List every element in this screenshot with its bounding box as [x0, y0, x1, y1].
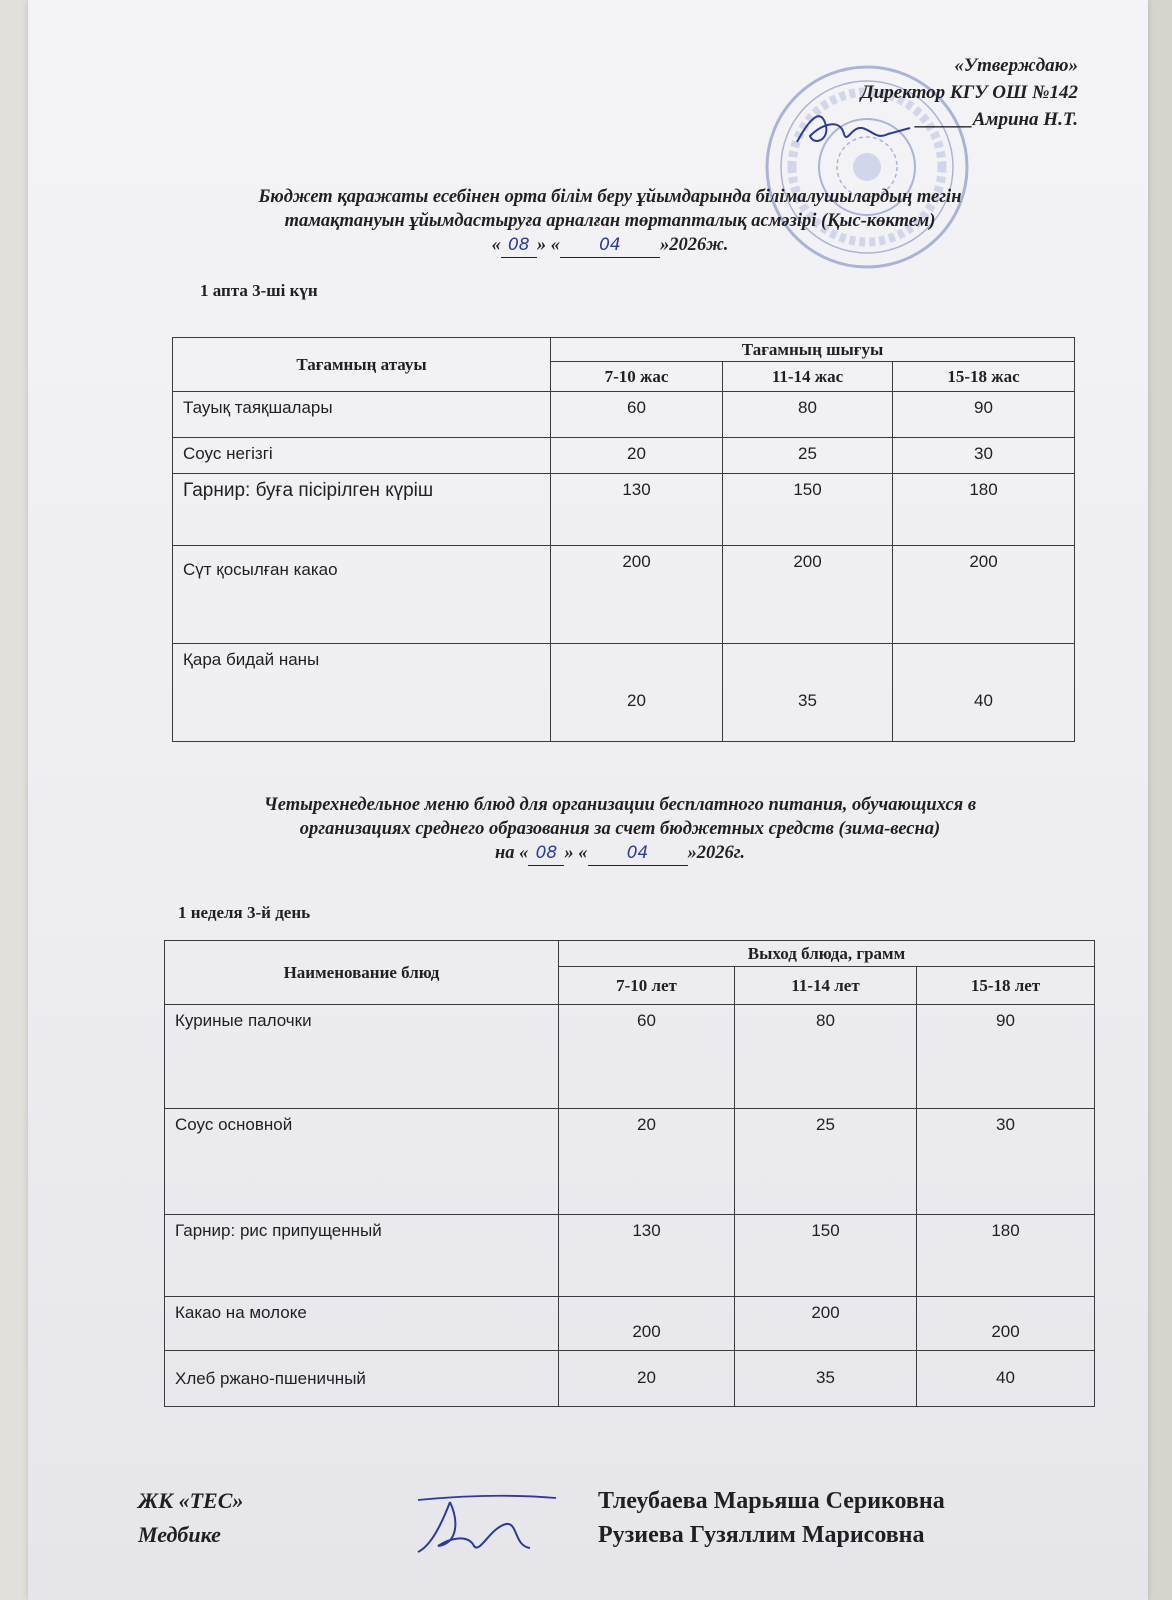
kz-header-age-15-18: 15-18 жас	[893, 362, 1075, 392]
dish-name: Какао на молоке	[165, 1297, 559, 1351]
yield-value: 40	[893, 644, 1075, 742]
kz-header-age-11-14: 11-14 жас	[723, 362, 893, 392]
dish-name: Тауық таяқшалары	[173, 392, 551, 438]
dish-name: Хлеб ржано-пшеничный	[165, 1351, 559, 1407]
kz-date-line: « 08 » « 04 »2026ж.	[150, 233, 1070, 258]
kz-header-name: Тағамның атауы	[173, 338, 551, 392]
footer-person1: Тлеубаева Марьяша Сериковна	[598, 1488, 945, 1514]
yield-value: 20	[559, 1351, 735, 1407]
yield-value: 90	[917, 1005, 1095, 1109]
approval-director-name: ______Амрина Н.Т.	[915, 109, 1078, 130]
yield-value: 80	[723, 392, 893, 438]
table-row	[173, 438, 1075, 474]
dish-name: Куриные палочки	[165, 1005, 559, 1109]
table-row	[173, 644, 1075, 742]
kz-header-age-7-10: 7-10 жас	[551, 362, 723, 392]
table-row	[173, 392, 1075, 438]
yield-value: 200	[893, 546, 1075, 644]
ru-date-day: 08	[528, 841, 564, 866]
kz-subtitle: 1 апта 3-ші күн	[200, 281, 318, 300]
kz-date-month: 04	[560, 233, 660, 258]
table-row	[165, 1005, 1095, 1109]
yield-value: 25	[735, 1109, 917, 1215]
yield-value: 20	[551, 438, 723, 474]
yield-value: 80	[735, 1005, 917, 1109]
yield-value: 180	[917, 1215, 1095, 1297]
kz-title	[150, 185, 1070, 258]
table-row	[165, 1351, 1095, 1407]
table-row	[165, 1297, 1095, 1351]
dish-name: Қара бидай наны	[173, 644, 551, 742]
ru-header-age-15-18: 15-18 лет	[917, 967, 1095, 1005]
yield-value: 90	[893, 392, 1075, 438]
approval-position: Директор КГУ ОШ №142	[860, 82, 1078, 103]
kz-date-day: 08	[501, 233, 537, 258]
yield-value: 200	[551, 546, 723, 644]
ru-date-month: 04	[588, 841, 688, 866]
yield-value: 20	[559, 1109, 735, 1215]
yield-value: 60	[551, 392, 723, 438]
ru-header-age-11-14: 11-14 лет	[735, 967, 917, 1005]
ru-header-name: Наименование блюд	[165, 941, 559, 1005]
table-row	[173, 546, 1075, 644]
approval-block	[861, 52, 1078, 133]
yield-value: 200	[723, 546, 893, 644]
ru-title-line2: организациях среднего образования за счет бюджетных средств (зима-весна)	[299, 819, 941, 839]
yield-value: 60	[559, 1005, 735, 1109]
approval-heading: «Утверждаю»	[954, 55, 1078, 76]
kz-menu-table	[172, 337, 1075, 742]
yield-value: 25	[723, 438, 893, 474]
ru-menu-table	[164, 940, 1095, 1407]
table-row	[173, 474, 1075, 546]
yield-value: 200	[559, 1297, 735, 1351]
yield-value: 40	[917, 1351, 1095, 1407]
yield-value: 200	[735, 1297, 917, 1351]
nurse-signature	[410, 1488, 560, 1568]
ru-date-line: на « 08 » « 04 »2026г.	[140, 841, 1100, 866]
yield-value: 200	[917, 1297, 1095, 1351]
kz-title-line2: тамақтануын ұйымдастыруға арналған төртапталық асмәзірі (Қыс-көктем)	[284, 211, 936, 231]
ru-header-yield: Выход блюда, грамм	[559, 941, 1095, 967]
yield-value: 35	[735, 1351, 917, 1407]
yield-value: 35	[723, 644, 893, 742]
yield-value: 20	[551, 644, 723, 742]
dish-name: Соус негізгі	[173, 438, 551, 474]
table-row	[165, 1109, 1095, 1215]
footer-person2: Рузиева Гузяллим Марисовна	[598, 1522, 925, 1548]
ru-title	[140, 793, 1100, 866]
yield-value: 130	[559, 1215, 735, 1297]
dish-name: Гарнир: буға пісірілген күріш	[173, 474, 551, 546]
dish-name: Гарнир: рис припущенный	[165, 1215, 559, 1297]
yield-value: 30	[917, 1109, 1095, 1215]
footer-role: Медбике	[138, 1522, 221, 1547]
ru-subtitle: 1 неделя 3-й день	[178, 903, 311, 922]
footer-org-block	[138, 1484, 243, 1552]
yield-value: 150	[723, 474, 893, 546]
ru-title-line1: Четырехнедельное меню блюд для организации бесплатного питания, обучающихся в	[263, 795, 977, 815]
kz-title-line1: Бюджет қаражаты есебінен орта білім беру ұйымдарында білімалушылардың тегін	[258, 187, 962, 207]
yield-value: 130	[551, 474, 723, 546]
ru-header-age-7-10: 7-10 лет	[559, 967, 735, 1005]
yield-value: 180	[893, 474, 1075, 546]
yield-value: 30	[893, 438, 1075, 474]
table-row	[165, 1215, 1095, 1297]
footer-org: ЖК «ТЕС»	[138, 1488, 244, 1513]
footer-names-block	[598, 1484, 945, 1552]
yield-value: 150	[735, 1215, 917, 1297]
dish-name: Сүт қосылған какао	[173, 546, 551, 644]
dish-name: Соус основной	[165, 1109, 559, 1215]
kz-header-yield: Тағамның шығуы	[551, 338, 1075, 362]
